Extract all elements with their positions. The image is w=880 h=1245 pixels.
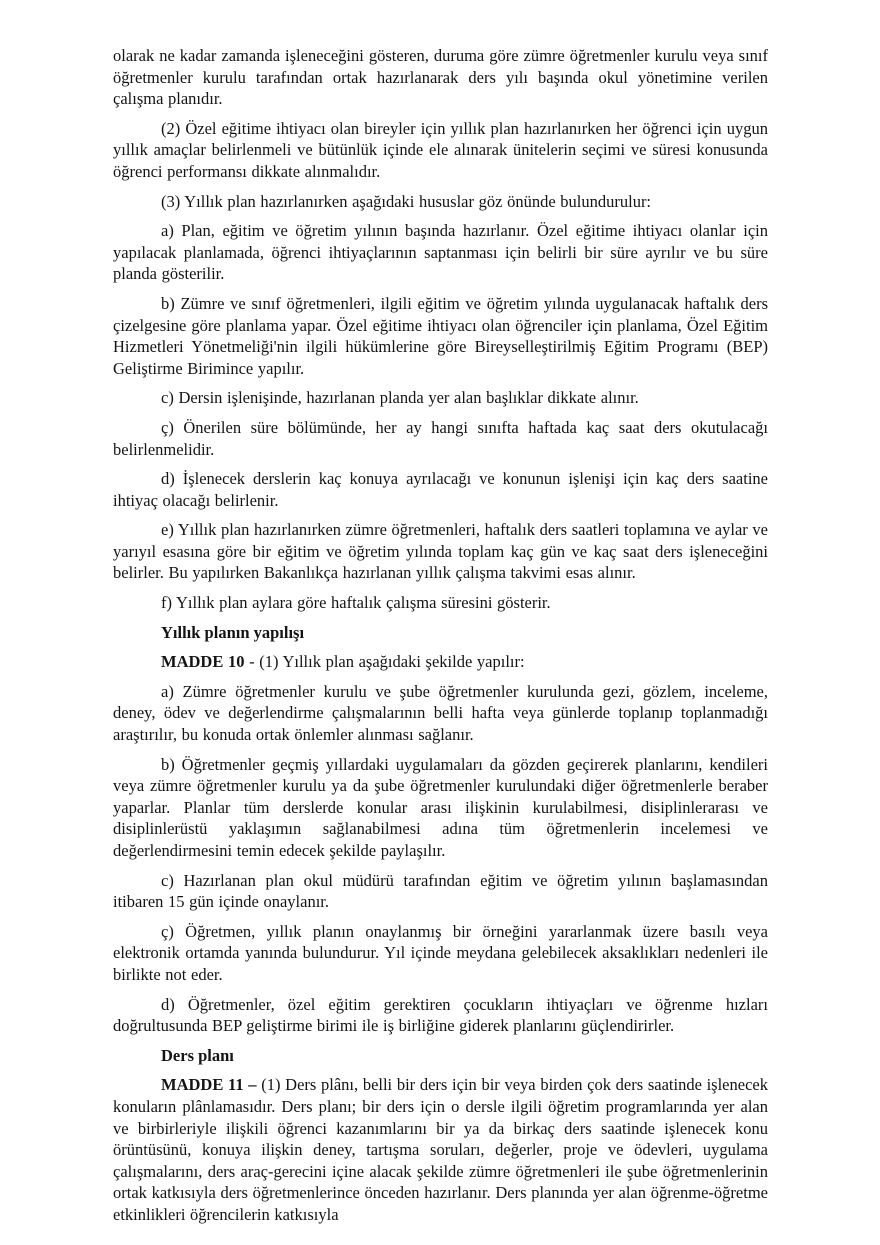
article-number-madde-11: MADDE 11 – — [161, 1075, 257, 1095]
paragraph-madde10-item-cc: ç) Öğretmen, yıllık planın onaylanmış bir örneğini yararlanmak üzere basılı veya elektronik ortamda yanında bulundurur. Yıl içinde meydana gelebilecek aksaklıkları nedenleri ile birlikte not eder. — [113, 921, 768, 984]
article-number-madde-10: MADDE 10 — [161, 652, 245, 672]
paragraph-madde10-item-a: a) Zümre öğretmenler kurulu ve şube öğretmenler kurulunda gezi, gözlem, inceleme, deney, ödev ve değerlendirme çalışmalarının belli hafta veya günlerde toplanıp toplanmadığı araştırılır, bu konuda ortak önlemler alınması sağlanır. — [113, 681, 768, 745]
article-madde-11-text: (1) Ders plânı, belli bir ders için bir veya birden çok ders saatinde işlenecek konuların plânlamasıdır. Ders planı; bir ders için o dersle ilgili öğretim programlarında yer alan ve birbirleriyle ilişkili öğrenci kazanımlarını bir ya da birkaç ders saatinde işlenecek konu örüntüsünü, konuya ilişkin deney, tartışma soruları, değerler, proje ve ödevleri, uygulama çalışmalarını, ders araç-gerecini içine alacak şekilde zümre öğretmenleri ile şube öğretmenlerinin ortak katkısıyla ders öğretmenlerince önceden hazırlanır. Ders planında yer alan öğrenme-öğretme etkinlikleri öğrencilerin katkısıyla — [113, 1075, 768, 1224]
paragraph-item-b: b) Zümre ve sınıf öğretmenleri, ilgili eğitim ve öğretim yılında uygulanacak haftalık ders çizelgesine göre planlama yapar. Özel eğitime ihtiyacı olan öğrenciler için planlama, Özel Eğitim Hizmetleri Yönetmeliği'nin ilgili hükümlerine göre Bireyselleştirilmiş Eğitim Programı (BEP) Geliştirme Birimince yapılır. — [113, 293, 768, 378]
paragraph-item-cc: ç) Önerilen süre bölümünde, her ay hangi sınıfta haftada kaç saat ders okutulacağı belirlenmelidir. — [113, 417, 768, 459]
section-heading-yillik-planin-yapilisi: Yıllık planın yapılışı — [161, 622, 305, 642]
paragraph-madde10-item-b: b) Öğretmenler geçmiş yıllardaki uygulamaları da gözden geçirerek planlarını, kendileri veya zümre öğretmenler kurulu ya da şube öğretmenler kurulundaki diğer öğretmenlerle beraber yaparlar. Planlar tüm derslerde konular arası ilişkinin kurulabilmesi, disiplinlerarası ve disiplinlerüstü yaklaşımın sağlanabilmesi adına tüm öğretmenlerin incelemesi ve değerlendirmesini temin edecek şekilde paylaşılır. — [113, 754, 768, 860]
paragraph-item-a: a) Plan, eğitim ve öğretim yılının başında hazırlanır. Özel eğitime ihtiyacı olanlar için yapılacak planlamada, öğrenci ihtiyaçlarının saptanması için belirli bir süre ayrılır ve bu süre planda gösterilir. — [113, 221, 768, 284]
paragraph-continuation: olarak ne kadar zamanda işleneceğini gösteren, duruma göre zümre öğretmenler kurulu veya sınıf öğretmenler kurulu tarafından ortak hazırlanarak ders yılı başında okul yönetimine verilen çalışma planıdır. — [113, 46, 768, 109]
article-madde-10-text: - (1) Yıllık plan aşağıdaki şekilde yapılır: — [244, 652, 525, 672]
article-madde-10 — [113, 651, 768, 673]
paragraph-item-d: d) İşlenecek derslerin kaç konuya ayrılacağı ve konunun işlenişi için kaç ders saatine ihtiyaç olacağı belirlenir. — [113, 469, 768, 510]
section-heading-ders-plani: Ders planı — [161, 1045, 234, 1065]
paragraph-item-e: e) Yıllık plan hazırlanırken zümre öğretmenleri, haftalık ders saatleri toplamına ve aylar ve yarıyıl esasına göre bir eğitim ve öğretim yılında toplam kaç gün ve kaç saat ders işleneceğini belirler. Bu yapılırken Bakanlıkça hazırlanan yıllık çalışma takvimi esas alınır. — [113, 520, 768, 583]
article-madde-11 — [113, 1074, 768, 1225]
paragraph-madde10-item-c: c) Hazırlanan plan okul müdürü tarafından eğitim ve öğretim yılının başlamasından itibaren 15 gün içinde onaylanır. — [113, 870, 768, 912]
paragraph-item-c: c) Dersin işlenişinde, hazırlanan planda yer alan başlıklar dikkate alınır. — [161, 388, 639, 408]
paragraph-madde10-item-d: d) Öğretmenler, özel eğitim gerektiren çocukların ihtiyaçları ve öğrenme hızları doğrultusunda BEP geliştirme birimi ile iş birliğine giderek planlarını güçlendirirler. — [113, 994, 768, 1036]
paragraph-item-f: f) Yıllık plan aylara göre haftalık çalışma süresini gösterir. — [161, 593, 551, 613]
paragraph-clause-3: (3) Yıllık plan hazırlanırken aşağıdaki hususlar göz önünde bulundurulur: — [161, 191, 652, 211]
paragraph-clause-2: (2) Özel eğitime ihtiyacı olan bireyler için yıllık plan hazırlanırken her öğrenci için uygun yıllık amaçlar belirlenmeli ve bütünlük içinde ele alınarak ünitelerin seçimi ve süresi konusunda öğrenci performansı dikkate alınmalıdır. — [113, 118, 768, 181]
